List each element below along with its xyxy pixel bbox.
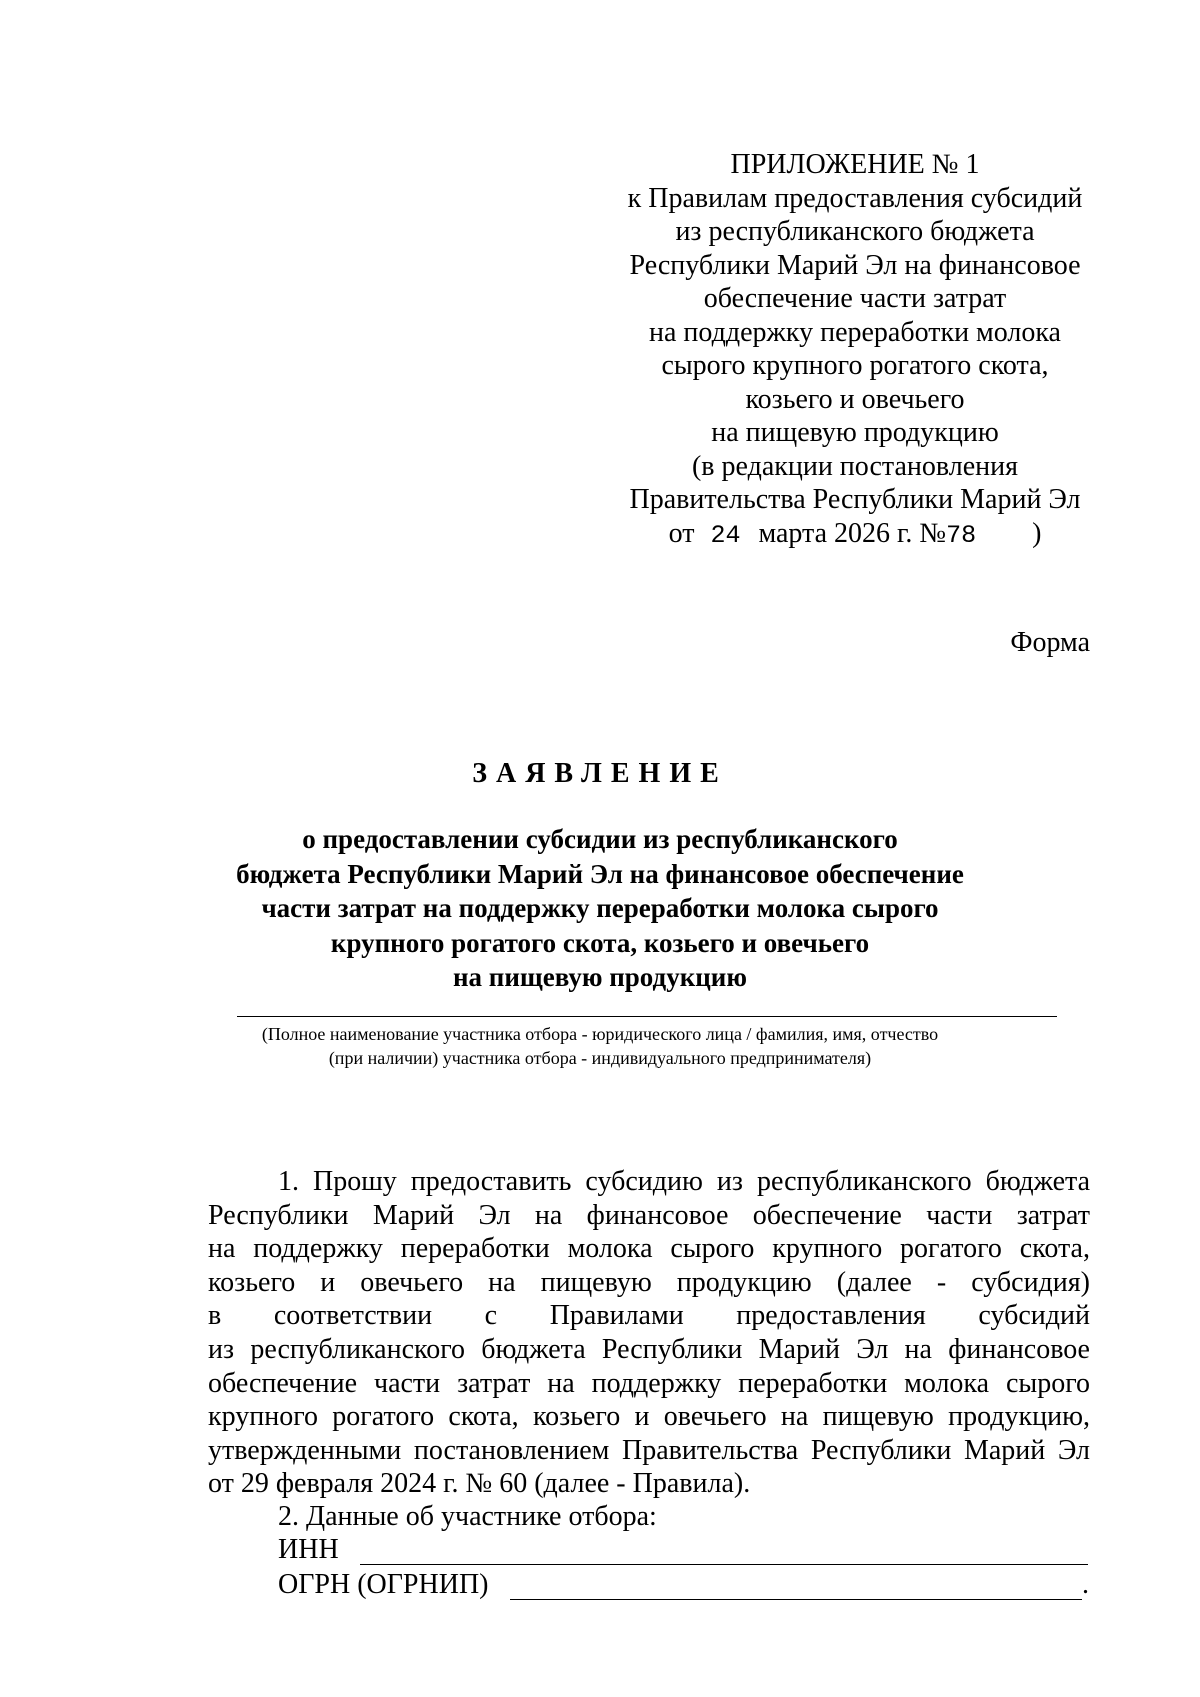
appendix-line: на поддержку переработки молока <box>649 316 1061 348</box>
ogrn-label: ОГРН (ОГРНИП) <box>278 1569 489 1600</box>
inn-input-line[interactable] <box>360 1564 1088 1565</box>
resolution-number: 78 <box>946 520 977 550</box>
paragraph-line: от 29 февраля 2024 г. № 60 (далее - Правила). <box>208 1468 751 1500</box>
paragraph-line: из республиканского бюджета Республики Марий Эл на финансовое <box>208 1333 1090 1365</box>
appendix-line: Правительства Республики Марий Эл <box>629 484 1081 515</box>
section-2-heading: 2. Данные об участнике отбора: <box>278 1501 657 1532</box>
appendix-line: обеспечение части затрат <box>703 283 1007 314</box>
document-subtitle <box>150 822 1050 995</box>
appendix-line: Республики Марий Эл на финансовое <box>629 249 1081 281</box>
form-label: Форма <box>1010 627 1090 658</box>
appendix-line: козьего и овечьего <box>745 383 965 415</box>
subtitle-line: части затрат на поддержку переработки молока сырого <box>261 893 939 923</box>
date-suffix: ) <box>1032 517 1042 549</box>
subtitle-line: крупного рогатого скота, козьего и овечьего <box>330 927 870 958</box>
date-prefix: от <box>668 517 695 549</box>
appendix-line: сырого крупного рогатого скота, <box>661 350 1049 381</box>
subtitle-line: бюджета Республики Марий Эл на финансовое обеспечение <box>236 858 964 889</box>
paragraph-line: Республики Марий Эл на финансовое обеспечение части затрат <box>208 1199 1090 1231</box>
paragraph-line: козьего и овечьего на пищевую продукцию (далее - субсидия) <box>208 1266 1090 1298</box>
appendix-line: на пищевую продукцию <box>711 417 999 448</box>
ogrn-period: . <box>1082 1569 1089 1600</box>
appendix-line: к Правилам предоставления субсидий <box>627 182 1083 214</box>
participant-name-field[interactable] <box>237 1016 1057 1017</box>
paragraph-line: 1. Прошу предоставить субсидию из республиканского бюджета <box>278 1166 1090 1197</box>
inn-label: ИНН <box>278 1534 339 1565</box>
paragraph-line: обеспечение части затрат на поддержку переработки молока сырого <box>208 1367 1090 1399</box>
subtitle-line: на пищевую продукцию <box>453 962 747 992</box>
paragraph-line: крупного рогатого скота, козьего и овечьего на пищевую продукцию, <box>208 1401 1090 1433</box>
caption-line: (Полное наименование участника отбора - юридического лица / фамилия, имя, отчество <box>261 1024 939 1044</box>
paragraph-line: на поддержку переработки молока сырого крупного рогатого скота, <box>208 1233 1090 1265</box>
paragraph-line: утвержденными постановлением Правительства Республики Марий Эл <box>208 1434 1090 1466</box>
appendix-header <box>600 148 1110 552</box>
participant-name-caption <box>150 1022 1050 1070</box>
appendix-line: ПРИЛОЖЕНИЕ № 1 <box>730 149 980 180</box>
appendix-line: (в редакции постановления <box>691 450 1019 482</box>
appendix-line: из республиканского бюджета <box>675 216 1035 247</box>
caption-line: (при наличии) участника отбора - индивидуального предпринимателя) <box>328 1048 872 1068</box>
paragraph-1 <box>208 1165 1090 1501</box>
date-day: 24 <box>710 520 741 550</box>
date-month-year: марта 2026 г. № <box>758 517 947 549</box>
ogrn-input-line[interactable] <box>510 1599 1082 1600</box>
subtitle-line: о предоставлении субсидии из республиканского <box>302 824 898 854</box>
paragraph-line: в соответствии с Правилами предоставления субсидий <box>208 1300 1090 1332</box>
resolution-date-line <box>600 517 1110 553</box>
document-title: ЗАЯВЛЕНИЕ <box>472 758 728 789</box>
